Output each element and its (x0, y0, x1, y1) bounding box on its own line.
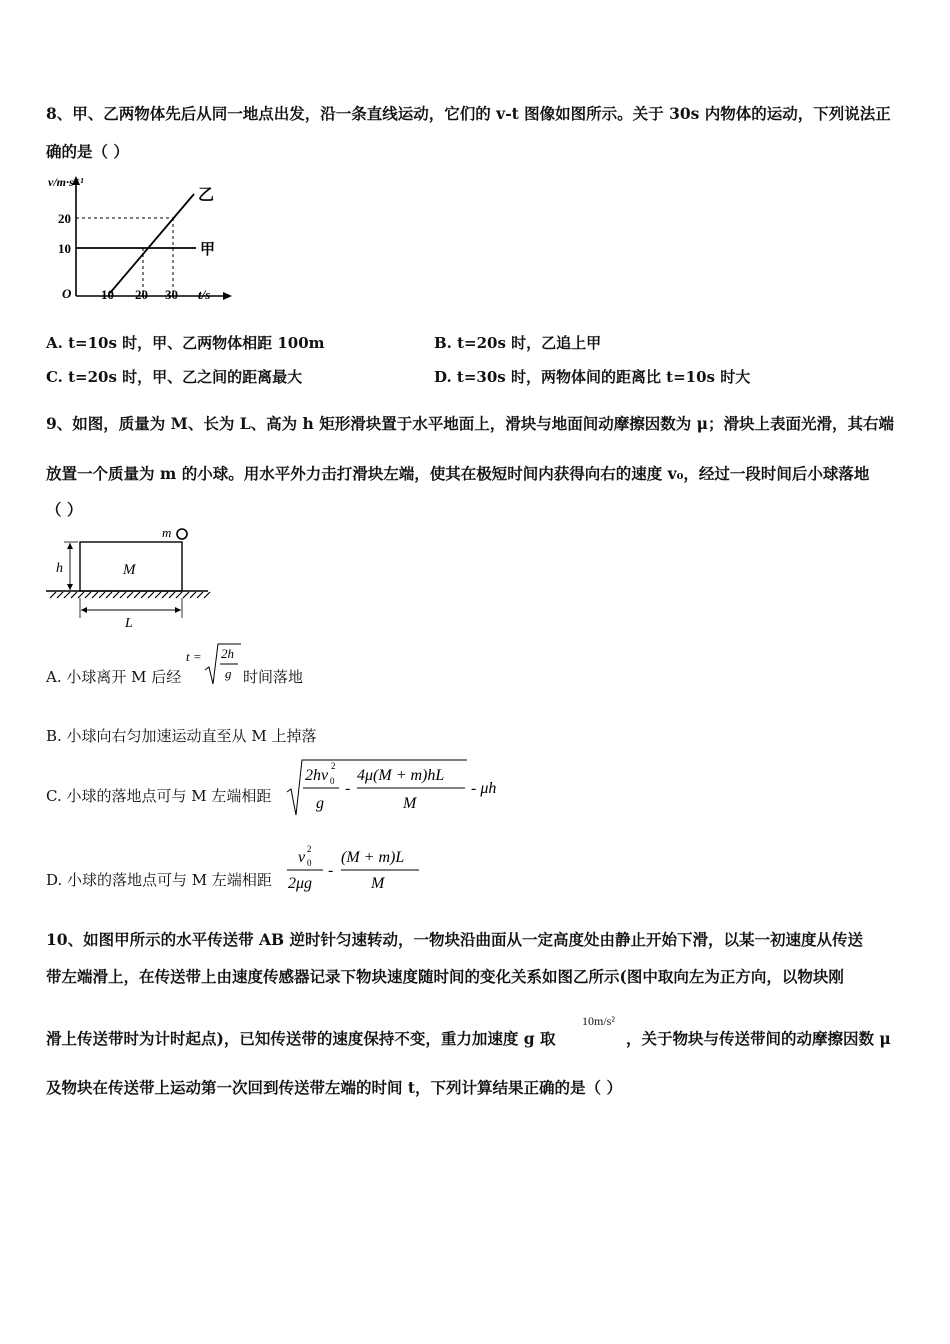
q8-option-a[interactable]: A. t=10s 时，甲、乙两物体相距 100m (46, 334, 325, 352)
svg-text:2: 2 (307, 844, 312, 854)
q9-optD-formula (285, 842, 425, 894)
q9-block-figure (44, 526, 214, 630)
svg-text:0: 0 (330, 776, 335, 786)
xtick-10: 10 (101, 287, 114, 302)
x-axis-arrow-icon (223, 292, 232, 300)
q8-line2: 确的是（ ） (46, 142, 129, 161)
q10-line4: 及物块在传送带上运动第一次回到传送带左端的时间 t，下列计算结果正确的是（ ） (46, 1078, 622, 1097)
label-h: h (56, 561, 63, 576)
graph-xlabel: t/s (198, 287, 211, 302)
q9-optA-pre: A. 小球离开 M 后经 (46, 668, 182, 686)
svg-text:0: 0 (307, 858, 312, 868)
xtick-30: 30 (165, 287, 178, 302)
series-yi (110, 194, 194, 293)
svg-text:2: 2 (331, 761, 336, 771)
label-L: L (125, 616, 133, 630)
q8-option-d[interactable]: D. t=30s 时，两物体间的距离比 t=10s 时大 (434, 368, 751, 386)
svg-text:4μ(M + m)hL: 4μ(M + m)hL (357, 767, 445, 784)
svg-text:- μh: - μh (471, 780, 497, 797)
q10-line3-post: ，关于物块与传送带间的动摩擦因数 μ (626, 1029, 891, 1048)
ytick-10: 10 (58, 241, 71, 256)
svg-text:t =: t = (186, 649, 202, 664)
xtick-20: 20 (135, 287, 148, 302)
svg-text:-: - (328, 862, 334, 879)
svg-text:g: g (225, 666, 232, 681)
q8-vt-graph (46, 170, 236, 305)
ball-m (177, 529, 187, 539)
label-M: M (123, 562, 136, 578)
q9-line1: 9、如图，质量为 M、长为 L、高为 h 矩形滑块置于水平地面上，滑块与地面间动摩擦因数为 μ；滑块上表面光滑，其右端 (46, 414, 894, 433)
svg-text:M: M (371, 875, 385, 892)
q10-line2: 带左端滑上，在传送带上由速度传感器记录下物块速度随时间的变化关系如图乙所示(图中取向左为正方向，以物块刚 (46, 967, 844, 986)
graph-ylabel: v/m·s⁻¹ (48, 175, 84, 189)
q9-line3: （ ） (46, 500, 83, 519)
q9-option-c[interactable]: C. 小球的落地点可与 M 左端相距 (46, 787, 272, 805)
q9-option-d[interactable]: D. 小球的落地点可与 M 左端相距 (46, 871, 272, 889)
q8-option-c[interactable]: C. t=20s 时，甲、乙之间的距离最大 (46, 368, 303, 386)
q10-g-value: 10m/s² (582, 1014, 615, 1028)
q9-optA-formula (185, 640, 241, 688)
svg-text:g: g (316, 795, 324, 812)
label-jia: 甲 (200, 242, 216, 258)
q9-option-a[interactable] (46, 666, 181, 687)
q8-option-b[interactable]: B. t=20s 时，乙追上甲 (434, 334, 602, 352)
q9-optA-post: 时间落地 (243, 668, 304, 686)
q8-line1: 8、甲、乙两物体先后从同一地点出发，沿一条直线运动，它们的 v-t 图像如图所示。关于 30s 内物体的运动，下列说法正 (46, 104, 891, 123)
q10-line1: 10、如图甲所示的水平传送带 AB 逆时针匀速转动，一物块沿曲面从一定高度处由静止开始下滑，以某一初速度从传送 (46, 930, 863, 949)
label-m: m (162, 526, 172, 540)
label-yi: 乙 (198, 187, 215, 204)
svg-text:v: v (298, 849, 306, 866)
svg-text:M: M (403, 795, 417, 812)
svg-text:2hv: 2hv (305, 767, 329, 784)
svg-text:(M + m)L: (M + m)L (341, 849, 405, 866)
q9-option-b[interactable]: B. 小球向右匀加速运动直至从 M 上掉落 (46, 727, 317, 745)
svg-text:2μg: 2μg (288, 875, 313, 892)
svg-text:2h: 2h (221, 646, 234, 661)
q9-line2: 放置一个质量为 m 的小球。用水平外力击打滑块左端，使其在极短时间内获得向右的速度 v₀，经过一段时间后小球落地 (46, 464, 870, 483)
q10-line3-pre: 滑上传送带时为计时起点)，已知传送带的速度保持不变，重力加速度 g 取 (46, 1029, 556, 1048)
ground-hatch (50, 592, 210, 598)
ytick-20: 20 (58, 211, 71, 226)
graph-origin: O (62, 286, 72, 301)
q9-optC-formula (285, 756, 515, 818)
svg-text:-: - (345, 780, 351, 797)
